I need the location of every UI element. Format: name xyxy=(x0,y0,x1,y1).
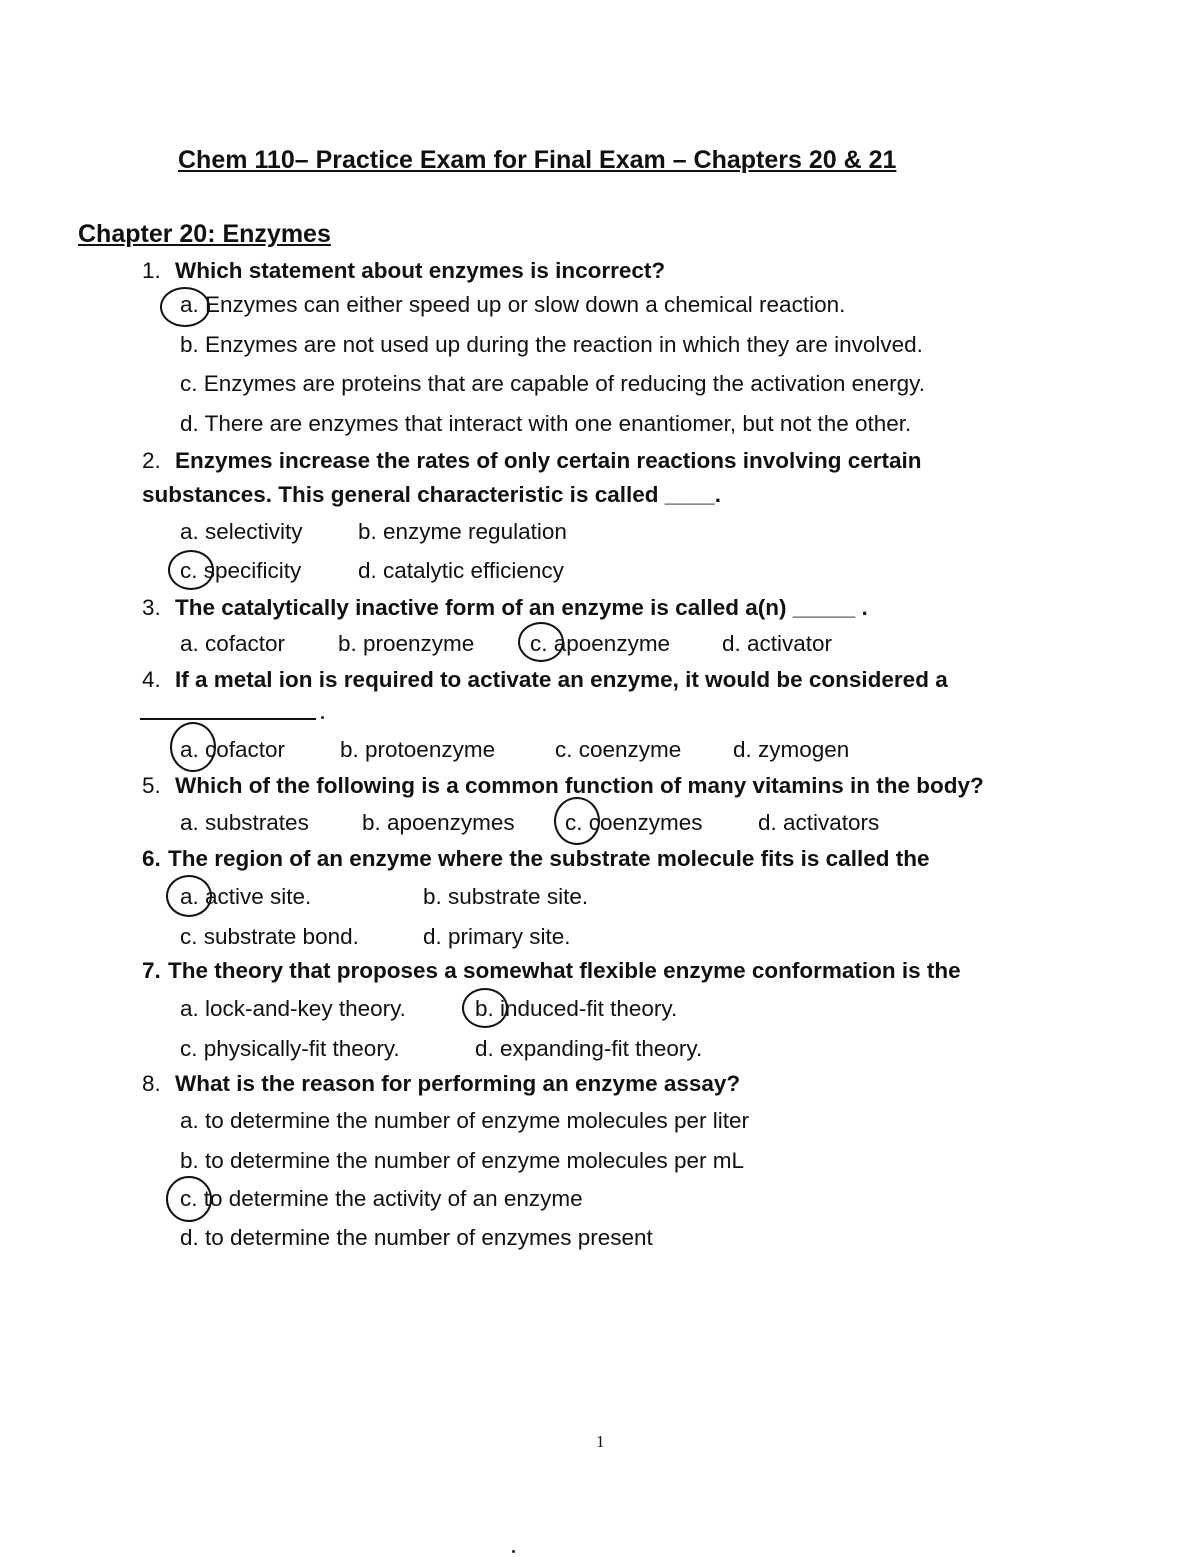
answer-option: c. coenzyme xyxy=(555,737,682,762)
answer-option: b. apoenzymes xyxy=(362,810,515,835)
question-number: 6. xyxy=(142,846,161,871)
answer-option: d. primary site. xyxy=(423,924,571,949)
answer-option: c. Enzymes are proteins that are capable of reducing the activation energy. xyxy=(180,371,926,396)
answer-option: c. coenzymes xyxy=(565,810,703,835)
answer-option: d. There are enzymes that interact with one enantiomer, but not the other. xyxy=(180,411,912,436)
question-number: 4. xyxy=(142,667,161,692)
question-text: Which statement about enzymes is incorrect? xyxy=(175,258,666,283)
question-text: The region of an enzyme where the substrate molecule fits is called the xyxy=(168,846,930,871)
question-number: 2. xyxy=(142,448,161,473)
question-number: 1. xyxy=(142,258,161,283)
question-number: 3. xyxy=(142,595,161,620)
answer-option: a. cofactor xyxy=(180,737,286,762)
answer-option: b. Enzymes are not used up during the reaction in which they are involved. xyxy=(180,332,923,357)
question-text: Which of the following is a common function of many vitamins in the body? xyxy=(175,773,984,798)
answer-option: c. specificity xyxy=(180,558,302,583)
answer-option: a. selectivity xyxy=(180,519,303,544)
page-number: 1 xyxy=(596,1432,605,1451)
answer-option: b. proenzyme xyxy=(338,631,475,656)
question-number: 5. xyxy=(142,773,161,798)
answer-option: d. catalytic efficiency xyxy=(358,558,564,583)
answer-option: a. cofactor xyxy=(180,631,286,656)
answer-circle-mark xyxy=(170,722,216,772)
page-title: Chem 110– Practice Exam for Final Exam – Chapters 20 & 21 xyxy=(178,146,897,174)
scan-speck xyxy=(512,1550,515,1553)
answer-option: d. activators xyxy=(758,810,880,835)
blank-period xyxy=(321,716,324,719)
answer-option: c. physically-fit theory. xyxy=(180,1036,400,1061)
answer-option: a. Enzymes can either speed up or slow down a chemical reaction. xyxy=(180,292,846,317)
answer-option: a. to determine the number of enzyme molecules per liter xyxy=(180,1108,750,1133)
answer-option: d. expanding-fit theory. xyxy=(475,1036,703,1061)
answer-option: b. substrate site. xyxy=(423,884,589,909)
question-text: Enzymes increase the rates of only certain reactions involving certain xyxy=(175,448,922,473)
answer-option: a. active site. xyxy=(180,884,312,909)
chapter-heading: Chapter 20: Enzymes xyxy=(78,220,331,248)
answer-option: c. to determine the activity of an enzyme xyxy=(180,1186,583,1211)
answer-option: d. zymogen xyxy=(733,737,850,762)
answer-option: b. protoenzyme xyxy=(340,737,496,762)
answer-circle-mark xyxy=(166,875,212,917)
answer-circle-mark xyxy=(462,988,508,1028)
question-text: The theory that proposes a somewhat flexible enzyme conformation is the xyxy=(168,958,961,983)
answer-blank-line xyxy=(140,718,316,720)
answer-circle-mark xyxy=(160,287,210,327)
question-text: If a metal ion is required to activate an enzyme, it would be considered a xyxy=(175,667,948,692)
question-text: substances. This general characteristic is called ____. xyxy=(142,482,722,507)
question-text: What is the reason for performing an enzyme assay? xyxy=(175,1071,741,1096)
answer-option: c. substrate bond. xyxy=(180,924,359,949)
answer-option: d. to determine the number of enzymes present xyxy=(180,1225,653,1250)
answer-option: a. lock-and-key theory. xyxy=(180,996,406,1021)
answer-circle-mark xyxy=(166,1176,212,1222)
question-text: The catalytically inactive form of an enzyme is called a(n) _____ . xyxy=(175,595,868,620)
answer-option: c. apoenzyme xyxy=(530,631,671,656)
answer-circle-mark xyxy=(518,622,564,662)
answer-option: a. substrates xyxy=(180,810,309,835)
question-number: 7. xyxy=(142,958,161,983)
question-number: 8. xyxy=(142,1071,161,1096)
answer-option: b. enzyme regulation xyxy=(358,519,567,544)
answer-circle-mark xyxy=(168,550,214,590)
answer-option: b. induced-fit theory. xyxy=(475,996,678,1021)
answer-option: b. to determine the number of enzyme molecules per mL xyxy=(180,1148,745,1173)
answer-option: d. activator xyxy=(722,631,833,656)
answer-circle-mark xyxy=(554,797,600,845)
